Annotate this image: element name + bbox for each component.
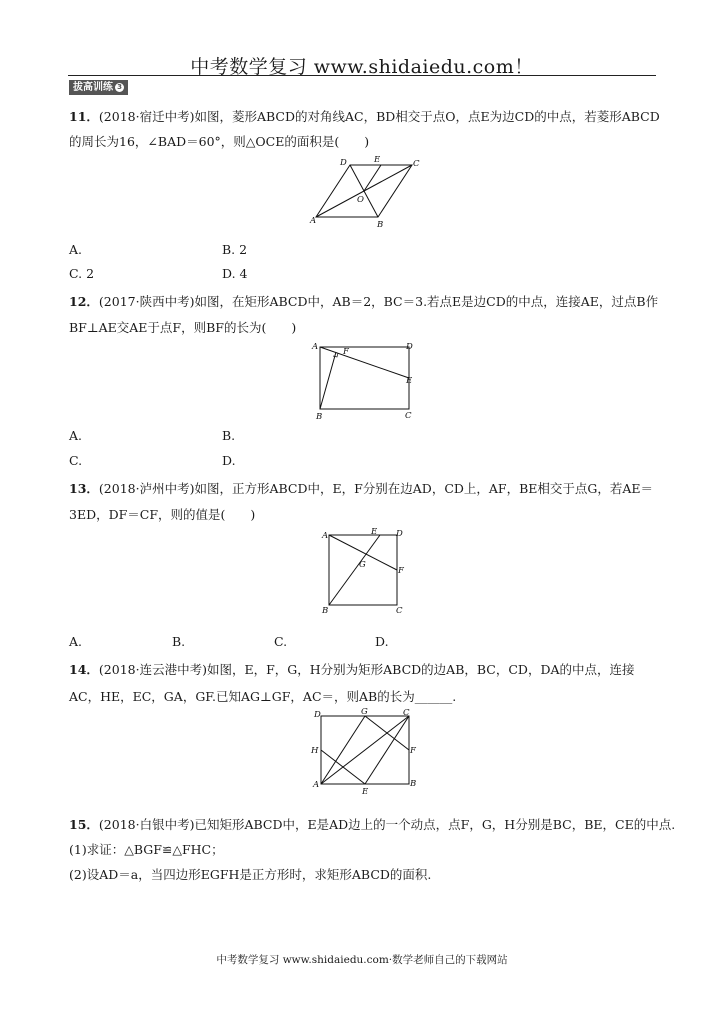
- q13-label-d: D: [396, 529, 403, 539]
- section-badge: [69, 80, 128, 95]
- q11-label-o: O: [357, 195, 364, 205]
- q12-line1: [69, 292, 658, 310]
- q13-label-e: E: [371, 527, 378, 537]
- q13-label-c: C: [396, 606, 403, 616]
- q11-line1: [69, 107, 660, 125]
- q13-line1: [69, 479, 653, 497]
- q12-option-c: C.: [69, 453, 83, 468]
- q12-rectangle-figure: [310, 340, 420, 420]
- section-badge-label: 拔高训练: [73, 82, 113, 93]
- q11-option-c: C. 2: [69, 266, 95, 281]
- q12-text-1: (2017·陕西中考)如图，在矩形ABCD中，AB＝2，BC＝3.若点E是边CD的中点，连接AE，过点B作: [98, 294, 659, 309]
- q13-number: 13．: [69, 481, 99, 496]
- q12-label-d: D: [406, 342, 413, 352]
- q13-option-c: C.: [274, 634, 288, 649]
- q13-line2: 3ED，DF＝CF，则的值是( ): [69, 507, 256, 522]
- q12-label-a: A: [312, 342, 319, 352]
- q13-option-a: A.: [69, 634, 83, 649]
- q11-label-a: A: [310, 216, 317, 226]
- q13-text-1: (2018·泸州中考)如图，正方形ABCD中，E，F分别在边AD，CD上，AF，BE相交于点G，若AE＝: [98, 481, 654, 496]
- q13-option-b: B.: [172, 634, 186, 649]
- q13-option-d: D.: [375, 634, 389, 649]
- q14-line1: [69, 660, 635, 678]
- q15-number: 15．: [69, 817, 99, 832]
- q13-label-f: F: [398, 566, 404, 576]
- q13-label-a: A: [322, 531, 329, 541]
- q12-label-f: F: [343, 347, 349, 357]
- q14-label-b: B: [410, 779, 417, 789]
- page-footer: 中考数学复习 www.shidaiedu.com·数学老师自己的下载网站: [216, 954, 508, 966]
- q15-subquestion-1: (1)求证：△BGF≌△FHC；: [69, 842, 224, 857]
- q11-label-b: B: [377, 220, 384, 230]
- q12-line2: BF⊥AE交AE于点F，则BF的长为( ): [69, 320, 297, 335]
- q14-number: 14．: [69, 662, 99, 677]
- section-badge-number: 3: [115, 83, 124, 92]
- q11-option-d: D. 4: [222, 266, 248, 281]
- q13-square-figure: [320, 527, 410, 617]
- q14-label-e: E: [362, 787, 369, 797]
- q14-rectangle-figure: [308, 706, 423, 796]
- q14-line2: AC，HE，EC，GA，GF.已知AG⊥GF，AC＝，则AB的长为______.: [69, 689, 457, 704]
- q14-label-c: C: [403, 708, 410, 718]
- q15-subquestion-2: (2)设AD＝a，当四边形EGFH是正方形时，求矩形ABCD的面积.: [69, 867, 432, 882]
- q11-label-c: C: [413, 159, 420, 169]
- q14-label-f: F: [410, 746, 416, 756]
- q13-label-g: G: [359, 560, 366, 570]
- q11-text-1: (2018·宿迁中考)如图，菱形ABCD的对角线AC，BD相交于点O，点E为边CD的中点，若菱形ABCD: [98, 109, 660, 124]
- q12-label-c: C: [405, 411, 412, 421]
- q14-label-h: H: [311, 746, 319, 756]
- q12-option-d: D.: [222, 453, 236, 468]
- q12-label-b: B: [316, 412, 323, 422]
- q12-label-e: E: [406, 376, 413, 386]
- q14-label-a: A: [313, 780, 320, 790]
- q11-option-b: B. 2: [222, 242, 248, 257]
- q11-option-a: A.: [69, 242, 83, 257]
- header-rule: [68, 75, 656, 76]
- q15-text-1: (2018·白银中考)已知矩形ABCD中，E是AD边上的一个动点，点F，G，H分别是BC，BE，CE的中点.: [98, 817, 676, 832]
- q12-option-a: A.: [69, 428, 83, 443]
- q11-label-e: E: [374, 155, 381, 165]
- q14-text-1: (2018·连云港中考)如图，E，F，G，H分别为矩形ABCD的边AB，BC，CD，DA的中点，连接: [98, 662, 635, 677]
- q11-rhombus-figure: [300, 150, 430, 230]
- q15-line1: [69, 815, 675, 833]
- q12-option-b: B.: [222, 428, 236, 443]
- q11-line2: 的周长为16，∠BAD＝60°，则△OCE的面积是( ): [69, 134, 370, 149]
- q13-label-b: B: [322, 606, 329, 616]
- q14-label-g: G: [361, 707, 368, 717]
- page-header-title: 中考数学复习 www.shidaiedu.com！: [190, 56, 534, 78]
- q12-number: 12．: [69, 294, 99, 309]
- q11-label-d: D: [340, 158, 347, 168]
- q11-number: 11．: [69, 109, 99, 124]
- q14-label-d: D: [314, 710, 321, 720]
